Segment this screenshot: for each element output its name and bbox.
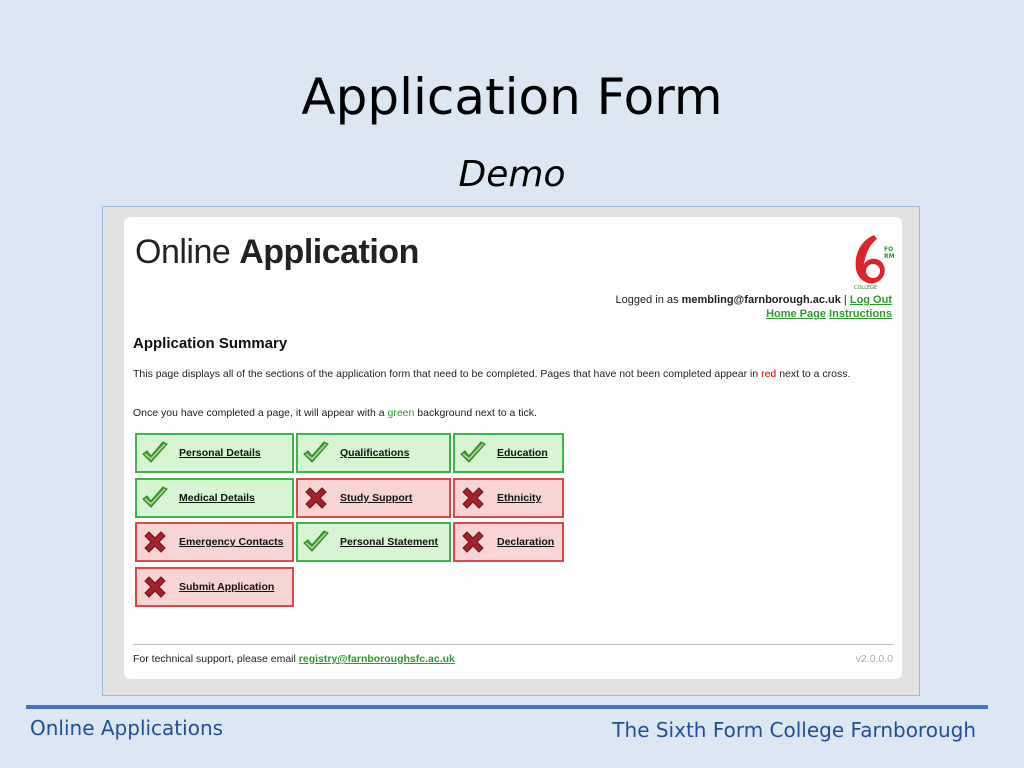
cross-icon — [302, 484, 330, 512]
section-link[interactable]: Emergency Contacts — [179, 536, 284, 548]
svg-text:FO: FO — [884, 246, 894, 253]
support-email-link[interactable]: registry@farnboroughsfc.ac.uk — [298, 653, 455, 665]
summary-title: Application Summary — [133, 335, 288, 352]
footer-line — [26, 705, 988, 709]
app-title — [135, 233, 419, 272]
section-link[interactable]: Ethnicity — [497, 492, 542, 504]
footer-right: The Sixth Form College Farnborough — [612, 718, 976, 742]
instructions-link[interactable]: Instructions — [829, 308, 892, 320]
slide-subtitle: Demo — [458, 154, 566, 195]
intro-2a: Once you have completed a page, it will appear with a — [133, 407, 385, 419]
section-tile[interactable] — [296, 433, 451, 473]
section-tile[interactable] — [135, 433, 294, 473]
section-link[interactable]: Personal Details — [179, 447, 261, 459]
section-tile[interactable] — [135, 478, 294, 518]
tick-icon — [459, 439, 487, 467]
section-tile[interactable] — [453, 478, 564, 518]
version-label: v2.0.0.0 — [855, 653, 893, 665]
intro-2b: background next to a tick. — [417, 407, 537, 419]
application-screenshot — [102, 206, 920, 696]
section-tile[interactable] — [135, 522, 294, 562]
tick-icon — [141, 484, 169, 512]
intro-paragraph-1 — [133, 368, 893, 381]
section-link[interactable]: Education — [497, 447, 548, 459]
intro-2-green: green — [387, 407, 415, 419]
section-link[interactable]: Personal Statement — [340, 536, 439, 548]
footer-divider — [133, 644, 893, 645]
section-tile[interactable] — [453, 522, 564, 562]
intro-1-red: red — [761, 368, 777, 380]
footer-left: Online Applications — [30, 716, 224, 740]
tick-icon — [302, 528, 330, 556]
section-link[interactable]: Qualifications — [340, 447, 410, 459]
home-page-link[interactable]: Home Page — [766, 308, 826, 320]
slide-title: Application Form — [301, 68, 723, 126]
app-title-bold: Application — [239, 233, 419, 271]
application-panel — [124, 217, 902, 679]
section-link[interactable]: Declaration — [497, 536, 555, 548]
section-tile[interactable] — [296, 522, 451, 562]
cross-icon — [459, 484, 487, 512]
college-logo-icon — [846, 231, 895, 291]
section-tile[interactable] — [296, 478, 451, 518]
cross-icon — [141, 573, 169, 601]
logout-link[interactable]: Log Out — [849, 294, 892, 306]
section-tile[interactable] — [135, 567, 294, 607]
intro-1b: next to a cross. — [779, 368, 851, 380]
logged-in-prefix: Logged in as — [615, 294, 679, 306]
support-prefix: For technical support, please email — [133, 653, 296, 665]
cross-icon — [141, 528, 169, 556]
section-link[interactable]: Study Support — [340, 492, 413, 504]
support-text — [133, 653, 455, 665]
login-info — [616, 293, 892, 321]
section-tiles — [135, 433, 575, 613]
intro-paragraph-2 — [133, 407, 893, 420]
tick-icon — [302, 439, 330, 467]
svg-text:RM: RM — [884, 253, 895, 260]
user-email: membling@farnborough.ac.uk — [681, 294, 841, 306]
app-title-light: Online — [135, 233, 231, 271]
intro-1a: This page displays all of the sections of the application form that need to be completed. Pages that have not been completed appear in — [133, 368, 759, 380]
separator: | — [843, 294, 847, 306]
tick-icon — [141, 439, 169, 467]
section-link[interactable]: Medical Details — [179, 492, 255, 504]
section-tile[interactable] — [453, 433, 564, 473]
section-link[interactable]: Submit Application — [179, 581, 275, 593]
svg-text:COLLEGE: COLLEGE — [854, 285, 878, 291]
cross-icon — [459, 528, 487, 556]
